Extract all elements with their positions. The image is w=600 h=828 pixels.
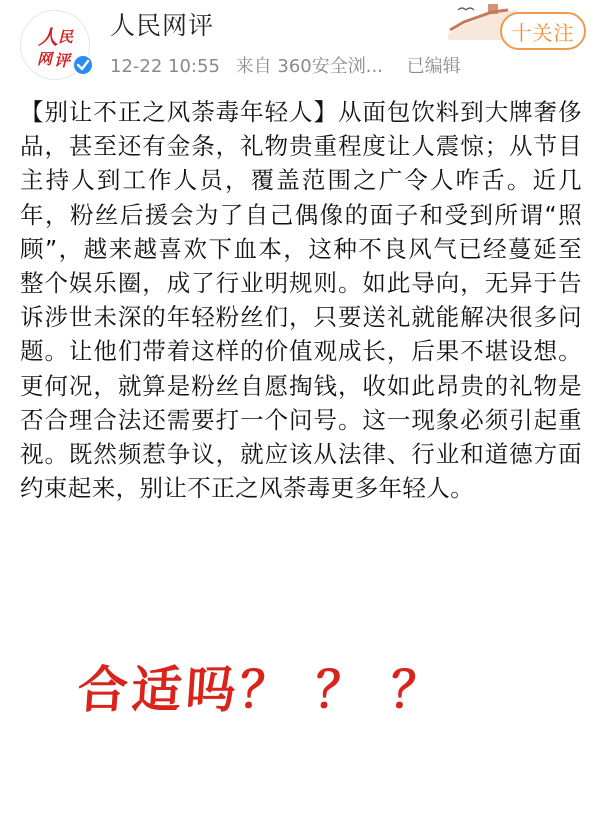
post-body-text: 【别让不正之风荼毒年轻人】从面包饮料到大牌奢侈品，甚至还有金条，礼物贵重程度让人震惊；从节目主持人到工作人员，覆盖范围之广令人咋舌。近几年，粉丝后援会为了自己偶像的面子和受到所谓“照顾”，越来越喜欢下血本，这种不良风气已经蔓延至整个娱乐圈，成了行业明规则。如此导向，无异于告诉涉世未深的年轻粉丝们，只要送礼就能解决很多问题。让他们带着这样的价值观成长，后果不堪设想。更何况，就算是粉丝自愿掏钱，收如此昂贵的礼物是否合理合法还需要打一个问号。这一现象必须引起重视。既然频惹争议，就应该从法律、行业和道德方面约束起来，别让不正之风荼毒更多年轻人。 bbox=[20, 98, 582, 503]
edited-label[interactable]: 已编辑 bbox=[406, 56, 461, 77]
svg-text:民: 民 bbox=[58, 28, 74, 46]
follow-button[interactable]: 十关注 bbox=[500, 12, 586, 50]
post-header bbox=[0, 0, 600, 90]
image-caption: 合适吗？ ？ ？ bbox=[75, 660, 447, 719]
svg-text:评: 评 bbox=[54, 51, 71, 70]
post-meta bbox=[110, 52, 471, 78]
svg-text:人: 人 bbox=[38, 25, 58, 49]
verified-badge-icon bbox=[72, 54, 94, 76]
username[interactable]: 人民网评 bbox=[110, 11, 215, 40]
post-timestamp: 12-22 10:55 bbox=[110, 56, 220, 77]
post-source[interactable]: 来自 360安全浏... bbox=[235, 56, 383, 77]
svg-text:网: 网 bbox=[37, 50, 53, 68]
